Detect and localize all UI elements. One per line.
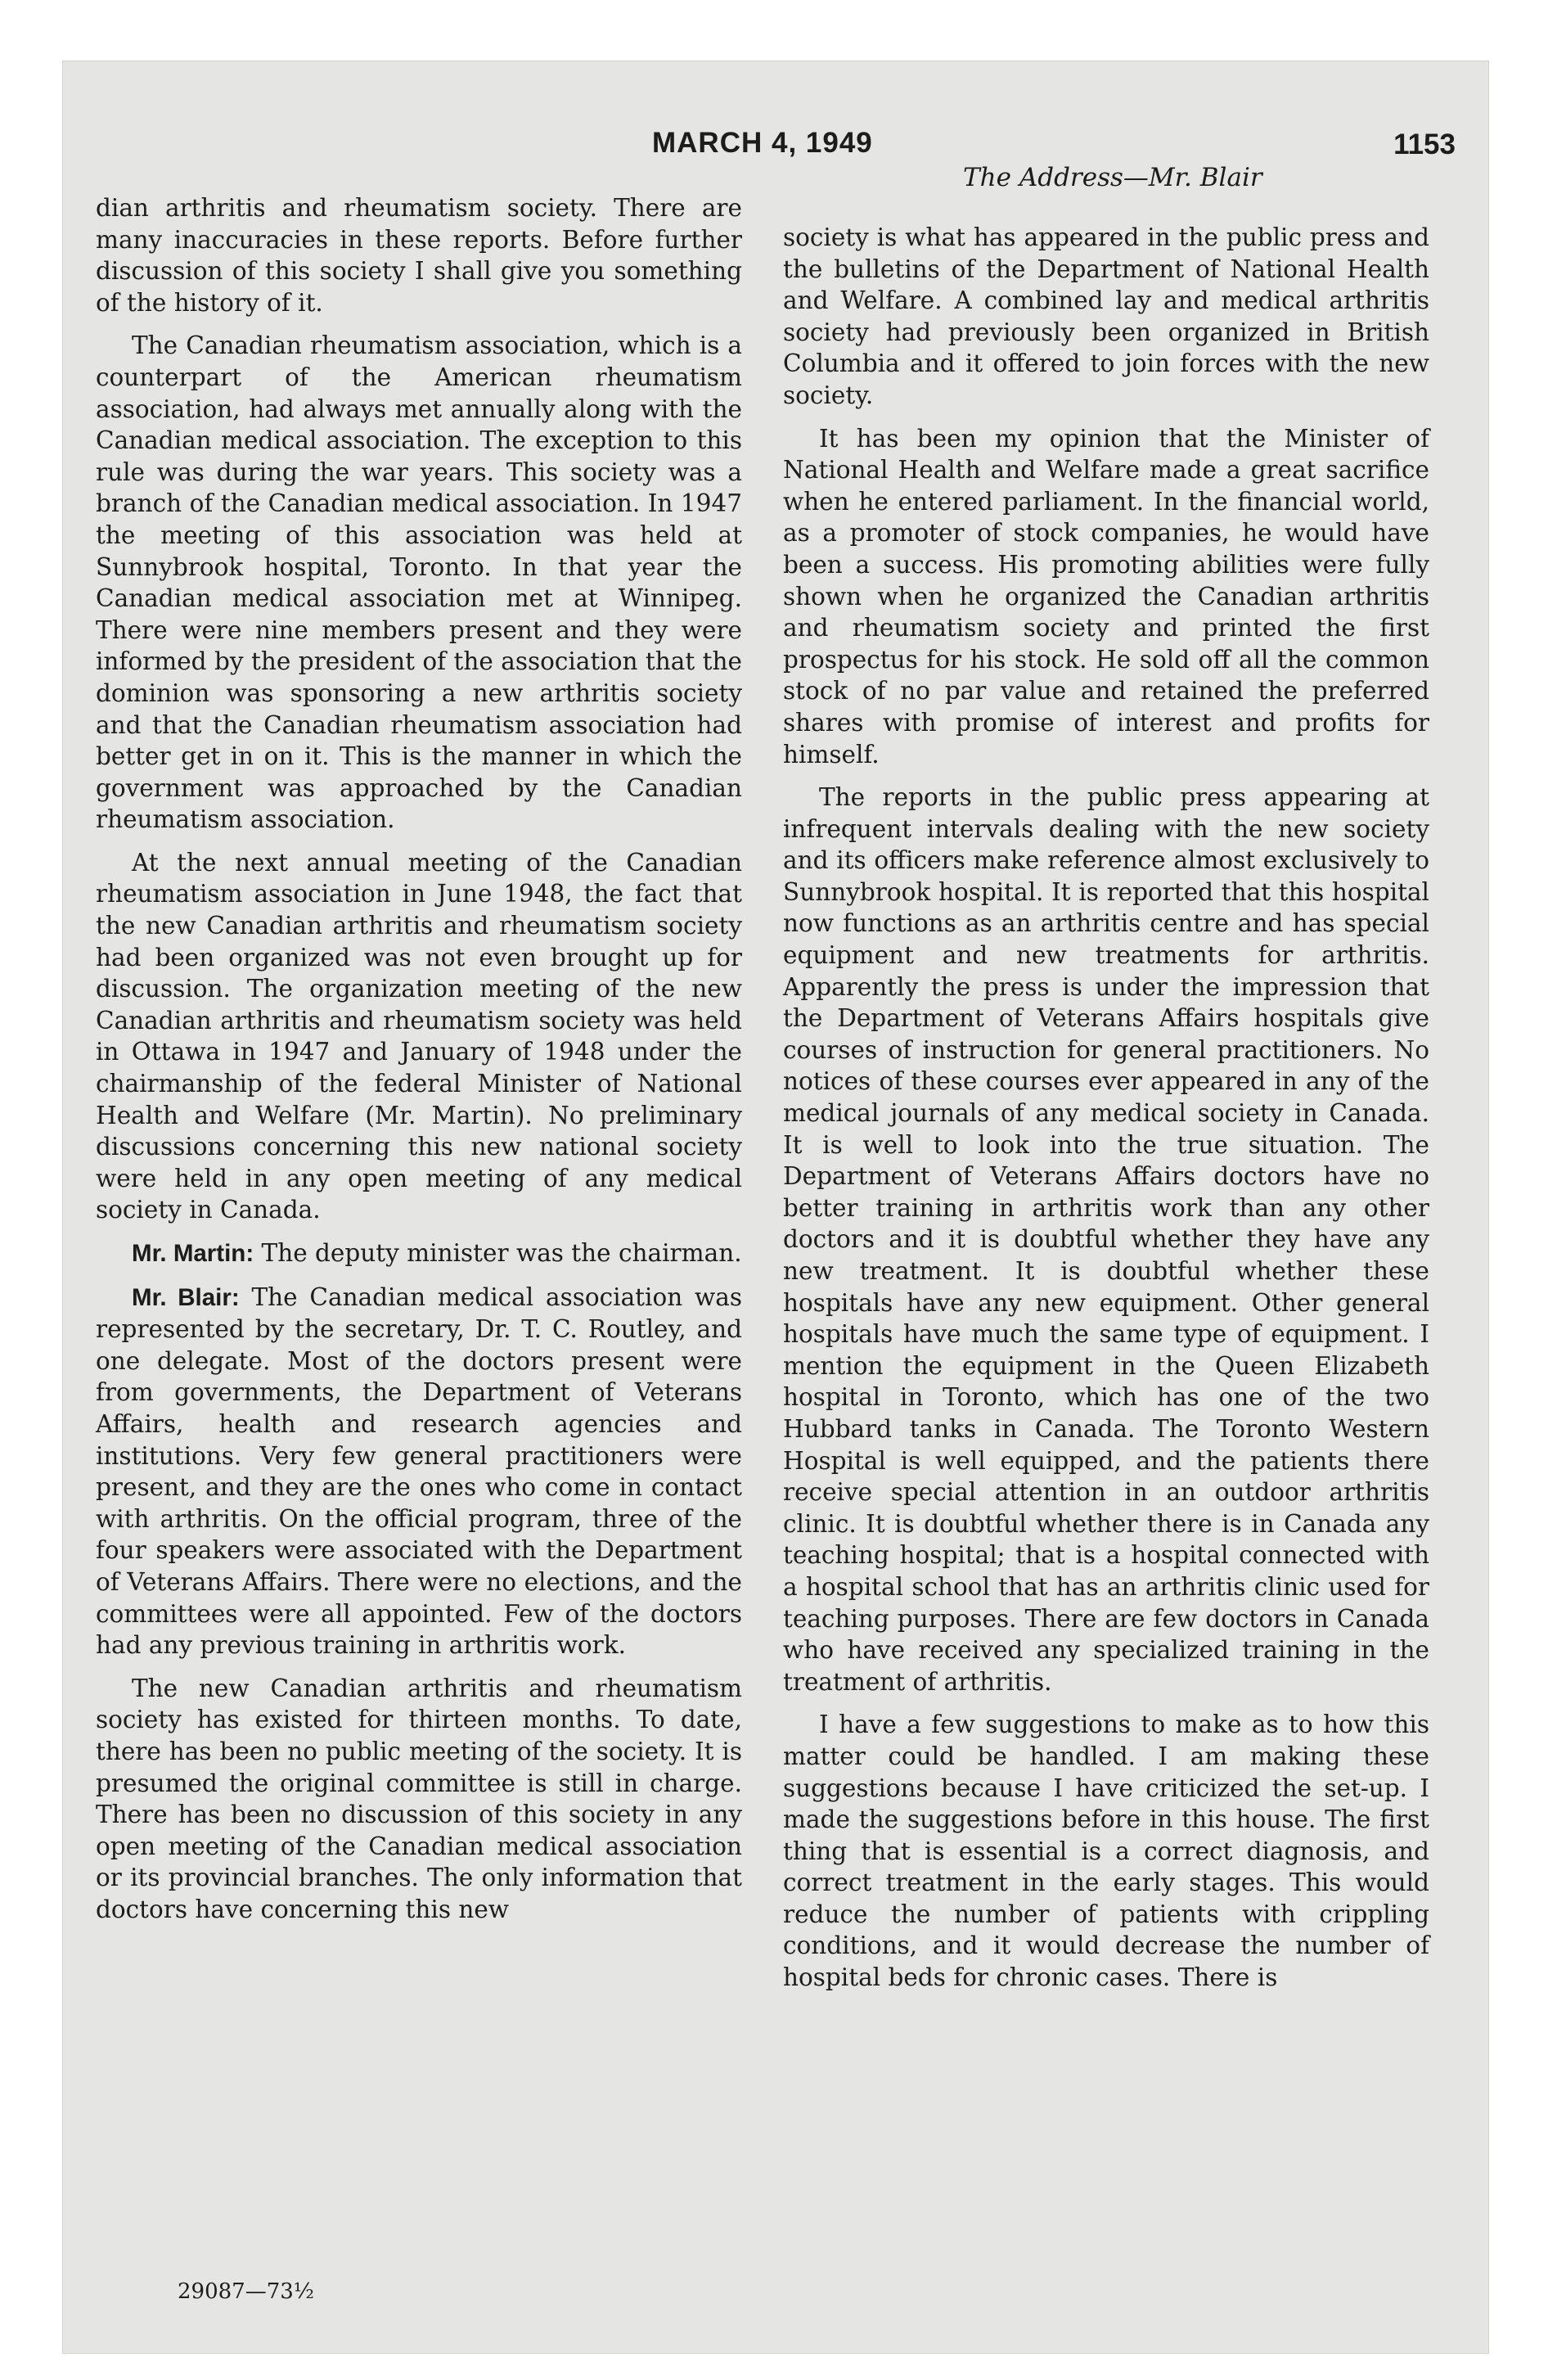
left-column — [96, 192, 742, 1936]
paragraph: The reports in the public press appearing at infrequent intervals dealing with the new society and its officers make reference almost exclusively to Sunnybrook hospital. It is reported that this hospital now functions as an arthritis centre and has special equipment and new treatments for arthritis. Apparently the press is under the impression that the Department of Veterans Affairs hospitals give courses of instruction for general practitioners. No notices of these courses ever appeared in any of the medical journals of any medical society in Canada. It is well to look into the true situation. The Department of Veterans Affairs doctors have no better training in arthritis work than any other doctors and it is doubtful whether they have any new treatment. It is doubtful whether these hospitals have any new equipment. Other general hospitals have much the same type of equipment. I mention the equipment in the Queen Elizabeth hospital in Toronto, which has one of the two Hubbard tanks in Canada. The Toronto Western Hospital is well equipped, and the patients there receive special attention in an outdoor arthritis clinic. It is doubtful whether there is in Canada any teaching hospital; that is a hospital connected with a hospital school that has an arthritis clinic used for teaching purposes. There are few doctors in Canada who have received any specialized training in the treatment of arthritis. — [783, 783, 1429, 1696]
speech-text: The deputy minister was the chairman. — [254, 1239, 742, 1267]
paragraph: The Canadian rheumatism association, which is a counterpart of the American rheumatism association, had always met annually along with the Canadian medical association. The exception to this rule was during the war years. This society was a branch of the Canadian medical association. In 1947 the meeting of this association was held at Sunnybrook hospital, Toronto. In that year the Canadian medical association met at Winnipeg. There were nine members present and they were informed by the president of the association that the dominion was sponsoring a new arthritis society and that the Canadian rheumatism association had better get in on it. This is the manner in which the government was approached by the Canadian rheumatism association. — [96, 331, 742, 834]
paragraph: society is what has appeared in the public press and the bulletins of the Department of National Health and Welfare. A combined lay and medical arthritis society had previously been organized in British Columbia and it offered to join forces with the new society. — [783, 223, 1429, 409]
speech-blair — [96, 1282, 742, 1661]
right-column — [783, 222, 1429, 2005]
page-date: MARCH 4, 1949 — [652, 127, 873, 159]
document-page — [62, 61, 1489, 2354]
page-number: 1153 — [1393, 128, 1456, 160]
paragraph: At the next annual meeting of the Canadian rheumatism association in June 1948, the fact that the new Canadian arthritis and rheumatism society had been organized was not even brought up for discussion. The organization meeting of the new Canadian arthritis and rheumatism society was held in Ottawa in 1947 and January of 1948 under the chairmanship of the federal Minister of National Health and Welfare (Mr. Martin). No preliminary discussions concerning this new national society were held in any open meeting of any medical society in Canada. — [96, 848, 742, 1224]
speech-martin — [96, 1237, 742, 1270]
running-title: The Address—Mr. Blair — [963, 163, 1262, 192]
speech-text: The Canadian medical association was represented by the secretary, Dr. T. C. Routley, and one delegate. Most of the doctors present were from governments, the Department of Veterans Affairs, health and research agencies and institutions. Very few general practitioners were present, and they are the ones who come in contact with arthritis. On the official program, three of the four speakers were associated with the Department of Veterans Affairs. There were no elections, and the committees were all appointed. Few of the doctors had any previous training in arthritis work. — [96, 1282, 742, 1660]
paragraph: The new Canadian arthritis and rheumatism society has existed for thirteen months. To date, there has been no public meeting of the society. It is presumed the original committee is still in charge. There has been no discussion of this society in any open meeting of the Canadian medical association or its provincial branches. The only information that doctors have concerning this new — [96, 1674, 742, 1923]
speaker-name: Mr. Martin: — [132, 1240, 254, 1267]
paragraph: dian arthritis and rheumatism society. There are many inaccuracies in these reports. Before further discussion of this society I shall give you something of the history of it. — [96, 194, 742, 317]
speaker-name: Mr. Blair: — [132, 1283, 240, 1311]
paragraph: I have a few suggestions to make as to how this matter could be handled. I am making these suggestions because I have criticized the set-up. I made the suggestions before in this house. The first thing that is essential is a correct diagnosis, and correct treatment in the early stages. This would reduce the number of patients with crippling conditions, and it would decrease the number of hospital beds for chronic cases. There is — [783, 1711, 1429, 1992]
footer-code: 29087—73½ — [178, 2279, 314, 2304]
paragraph: It has been my opinion that the Minister of National Health and Welfare made a great sacrifice when he entered parliament. In the financial world, as a promoter of stock companies, he would have been a success. His promoting abilities were fully shown when he organized the Canadian arthritis and rheumatism society and printed the first prospectus for his stock. He sold off all the common stock of no par value and retained the preferred shares with promise of interest and profits for himself. — [783, 424, 1429, 769]
